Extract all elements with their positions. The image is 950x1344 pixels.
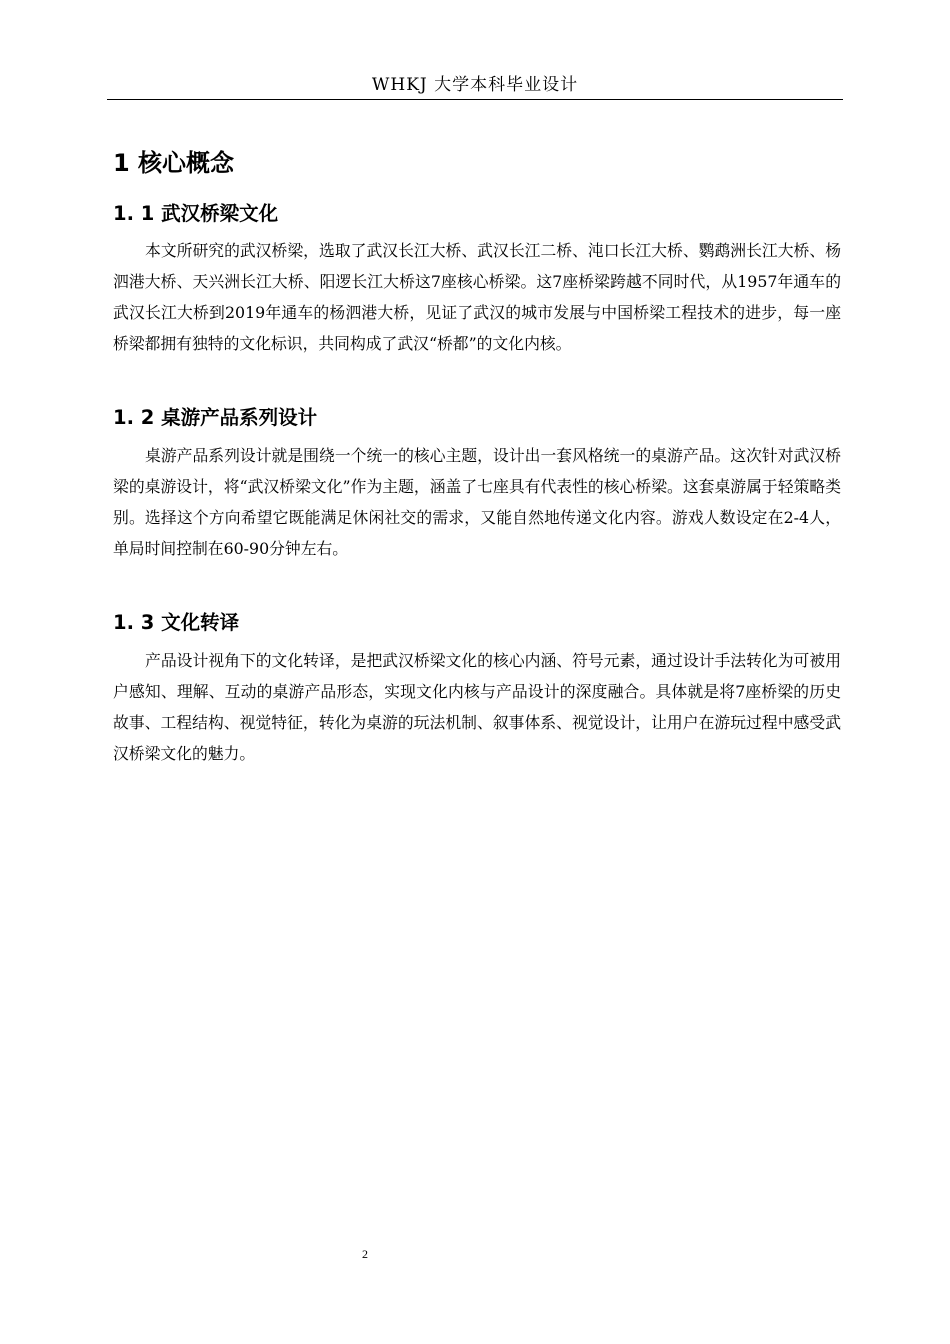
section-heading-2: 1. 2 桌游产品系列设计 [113, 406, 318, 429]
section-body-3: 产品设计视角下的文化转译，是把武汉桥梁文化的核心内涵、符号元素，通过设计手法转化为可被用户感知、理解、互动的桌游产品形态，实现文化内核与产品设计的深度融合。具体就是将7座桥梁的历史故事、工程结构、视觉特征，转化为桌游的玩法机制、叙事体系、视觉设计，让用户在游玩过程中感受武汉桥梁文化的魅力。 [113, 651, 841, 763]
section-heading-1: 1. 1 武汉桥梁文化 [113, 202, 279, 225]
page-number: 2 [362, 1247, 368, 1261]
page-header-title: WHKJ 大学本科毕业设计 [371, 75, 579, 95]
section-body-2: 桌游产品系列设计就是围绕一个统一的核心主题，设计出一套风格统一的桌游产品。这次针对武汉桥梁的桌游设计，将“武汉桥梁文化”作为主题，涵盖了七座具有代表性的核心桥梁。这套桌游属于轻策略类别。选择这个方向希望它既能满足休闲社交的需求，又能自然地传递文化内容。游戏人数设定在2-4人，单局时间控制在60-90分钟左右。 [113, 446, 841, 558]
chapter-title: 1 核心概念 [113, 149, 235, 177]
section-heading-3: 1. 3 文化转译 [113, 611, 240, 634]
section-body-1: 本文所研究的武汉桥梁，选取了武汉长江大桥、武汉长江二桥、沌口长江大桥、鹦鹉洲长江大桥、杨泗港大桥、天兴洲长江大桥、阳逻长江大桥这7座核心桥梁。这7座桥梁跨越不同时代，从1957年通车的武汉长江大桥到2019年通车的杨泗港大桥，见证了武汉的城市发展与中国桥梁工程技术的进步，每一座桥梁都拥有独特的文化标识，共同构成了武汉“桥都”的文化内核。 [113, 241, 841, 353]
header-divider [107, 99, 843, 100]
